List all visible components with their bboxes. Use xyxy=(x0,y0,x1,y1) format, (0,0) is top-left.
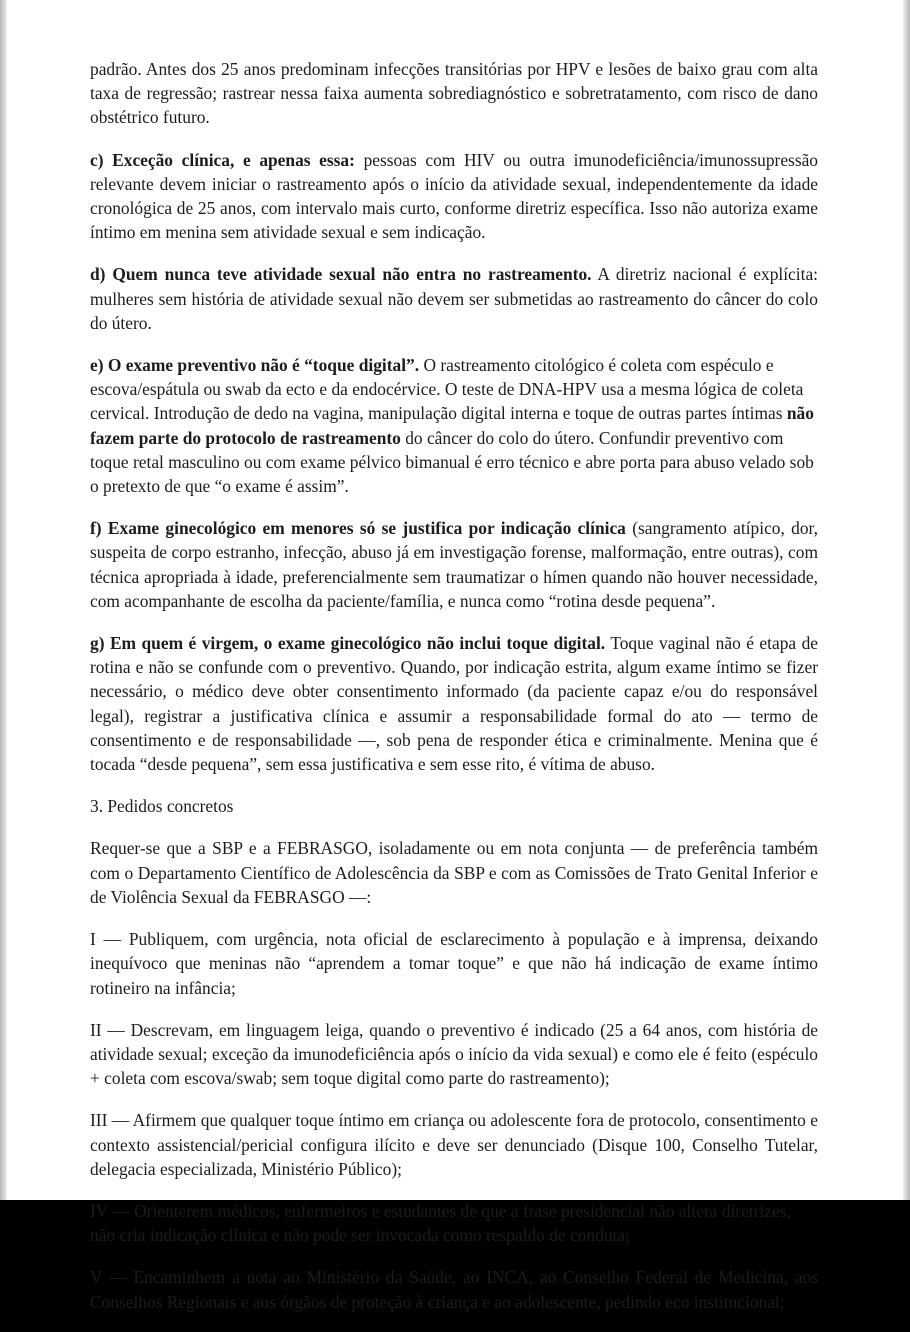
item-c-lead: c) Exceção clínica, e apenas essa: xyxy=(90,149,355,170)
item-d xyxy=(90,262,818,335)
item-g-lead: g) Em quem é virgem, o exame ginecológico não inclui toque digital. xyxy=(90,633,606,654)
item-g xyxy=(90,631,818,776)
item-d-lead: d) Quem nunca teve atividade sexual não entra no rastreamento. xyxy=(90,264,592,285)
item-g-text: Toque vaginal não é etapa de rotina e não se confunde com o preventivo. Quando, por indicação estrita, algum exame íntimo se fizer necessário, o médico deve obter consentimento informado (da paciente capaz e/ou do responsável legal), registrar a justificativa clínica e assumir a responsabilidade formal do ato — termo de consentimento e de responsabilidade —, sob pena de responder ética e criminalmente. Menina que é tocada “desde pequena”, sem essa justificativa e sem esse rito, é vítima de abuso. xyxy=(90,633,818,775)
item-f-lead: f) Exame ginecológico em menores só se justifica por indicação clínica xyxy=(90,518,626,539)
paragraph-intro xyxy=(90,57,818,130)
section-heading-text: 3. Pedidos concretos xyxy=(90,796,234,817)
request-intro-text: Requer-se que a SBP e a FEBRASGO, isoladamente ou em nota conjunta — de preferência também com o Departamento Científico de Adolescência da SBP e com as Comissões de Trato Genital Inferior e de Violência Sexual da FEBRASGO —: xyxy=(90,838,818,907)
page-edge-right xyxy=(903,0,910,1200)
item-e-emphasis: não fazem parte do protocolo de rastreamento xyxy=(90,403,814,448)
item-c-text: pessoas com HIV ou outra imunodeficiência/imunossupressão relevante devem iniciar o rastreamento após o início da atividade sexual, independentemente da idade cronológica de 25 anos, com intervalo mais curto, conforme diretriz específica. Isso não autoriza exame íntimo em menina sem atividade sexual e sem indicação. xyxy=(90,149,818,243)
request-ii xyxy=(90,1018,818,1091)
request-i xyxy=(90,927,818,1000)
item-f xyxy=(90,516,818,613)
item-e-lead: e) O exame preventivo não é “toque digital”. xyxy=(90,355,420,376)
item-e-text: O rastreamento citológico é coleta com espéculo e escova/espátula ou swab da ecto e da endocérvice. O teste de DNA-HPV usa a mesma lógica de coleta cervical. Introdução de dedo na vagina, manipulação digital interna e toque de outras partes íntimas xyxy=(90,355,804,424)
item-d-text: A diretriz nacional é explícita: mulheres sem história de atividade sexual não devem ser submetidas ao rastreamento do câncer do colo do útero. xyxy=(90,264,818,333)
request-ii-text: II — Descrevam, em linguagem leiga, quando o preventivo é indicado (25 a 64 anos, com história de atividade sexual; exceção da imunodeficiência após o início da vida sexual) e como ele é feito (espéculo + coleta com escova/swab; sem toque digital como parte do rastreamento); xyxy=(90,1019,818,1089)
request-iv-text: IV — Orienterem médicos, enfermeiros e estudantes de que a frase presidencial não altera diretrizes, não cria indicação clínica e não pode ser invocada como respaldo de conduta; xyxy=(90,1200,791,1246)
request-i-text: I — Publiquem, com urgência, nota oficial de esclarecimento à população e à imprensa, deixando inequívoco que meninas não “aprendem a tomar toque” e que não há indicação de exame íntimo rotineiro na infância; xyxy=(90,929,818,998)
item-c xyxy=(90,148,818,245)
page-edge-left xyxy=(0,0,7,1200)
item-e-text-end: do câncer do colo do útero. Confundir preventivo com toque retal masculino ou com exame pélvico bimanual é erro técnico e abre porta para abuso velado sob o pretexto de que “o exame é assim”. xyxy=(90,427,814,497)
request-iii-text: III — Afirmem que qualquer toque íntimo em criança ou adolescente fora de protocolo, consentimento e contexto assistencial/pericial configura ilícito e deve ser denunciado (Disque 100, Conselho Tutelar, delegacia especializada, Ministério Público); xyxy=(90,1110,818,1179)
document-body xyxy=(90,57,818,1332)
request-v-text: V — Encaminhem a nota ao Ministério da Saúde, ao INCA, ao Conselho Federal de Medicina, aos Conselhos Regionais e aos órgãos de proteção à criança e ao adolescente, pedindo eco institucional; xyxy=(90,1267,818,1312)
request-v xyxy=(90,1265,818,1313)
section-heading xyxy=(90,794,818,818)
paragraph-text: padrão. Antes dos 25 anos predominam infecções transitórias por HPV e lesões de baixo grau com alta taxa de regressão; rastrear nessa faixa aumenta sobrediagnóstico e sobretratamento, com risco de dano obstétrico futuro. xyxy=(90,59,818,128)
request-iii xyxy=(90,1108,818,1181)
request-iv xyxy=(90,1199,818,1247)
item-f-text: (sangramento atípico, dor, suspeita de corpo estranho, infecção, abuso já em investigação forense, malformação, entre outras), com técnica apropriada à idade, preferencialmente sem traumatizar o hímen quando não houver necessidade, com acompanhante de escolha da paciente/família, e nunca como “rotina desde pequena”. xyxy=(90,518,818,611)
request-intro xyxy=(90,836,818,909)
item-e xyxy=(90,353,818,498)
